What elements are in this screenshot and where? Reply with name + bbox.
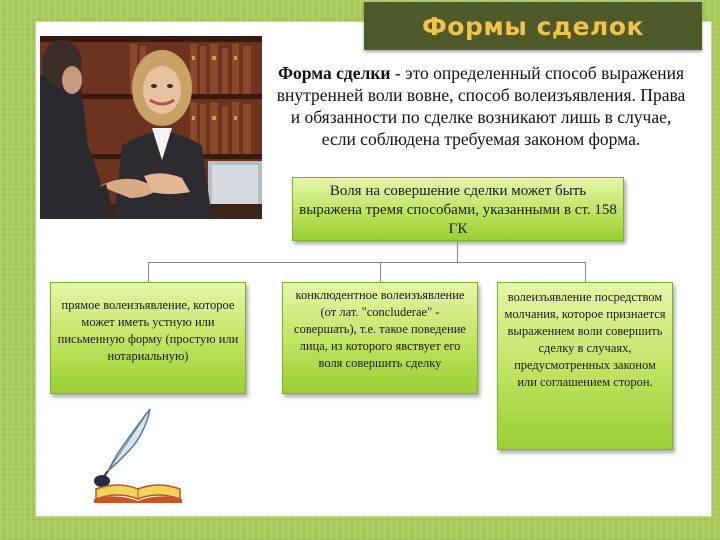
- branch-text-conclusive: конклюдентное волеизъявление (от лат. "concluderae" - совершать), т.е. такое поведение лица, из которого явствует его воля совершить сделку: [294, 288, 466, 370]
- branch-text-silence: волеизъявление посредством молчания, которое признается выражением воли совершить сделку в случаях, предусмотренных законом или соглашением сторон.: [504, 290, 666, 389]
- branch-text-direct: прямое волеизъявление, которое может иметь устную или письменную форму (простую или нотариальную): [57, 298, 239, 363]
- quill-book-icon: [88, 405, 188, 505]
- diagram-root-box: [292, 177, 624, 241]
- handshake-photo: [40, 36, 262, 219]
- handshake-photo-illustration: [40, 36, 262, 219]
- connector-vertical-root: [457, 241, 458, 263]
- diagram-root-text: Воля на совершение сделки может быть выражена тремя способами, указанными в ст. 158 ГК: [299, 183, 617, 237]
- title-bar: [364, 2, 702, 50]
- intro-definition: [274, 62, 688, 150]
- connector-horizontal: [148, 262, 586, 263]
- branch-box-direct: [50, 282, 246, 394]
- slide-title: Формы сделок: [421, 11, 645, 41]
- connector-drop-2: [380, 262, 381, 282]
- branch-box-silence: [497, 282, 673, 450]
- intro-text: - это определенный способ выражения внутренней воли вовне, способ волеизъявления. Права и обязанности по сделке возникают лишь в случае, если соблюдена требуемая законом форма.: [276, 63, 686, 149]
- connector-drop-3: [585, 262, 586, 282]
- intro-term: Форма сделки: [277, 63, 391, 83]
- connector-drop-1: [148, 262, 149, 282]
- branch-box-conclusive: [282, 282, 478, 394]
